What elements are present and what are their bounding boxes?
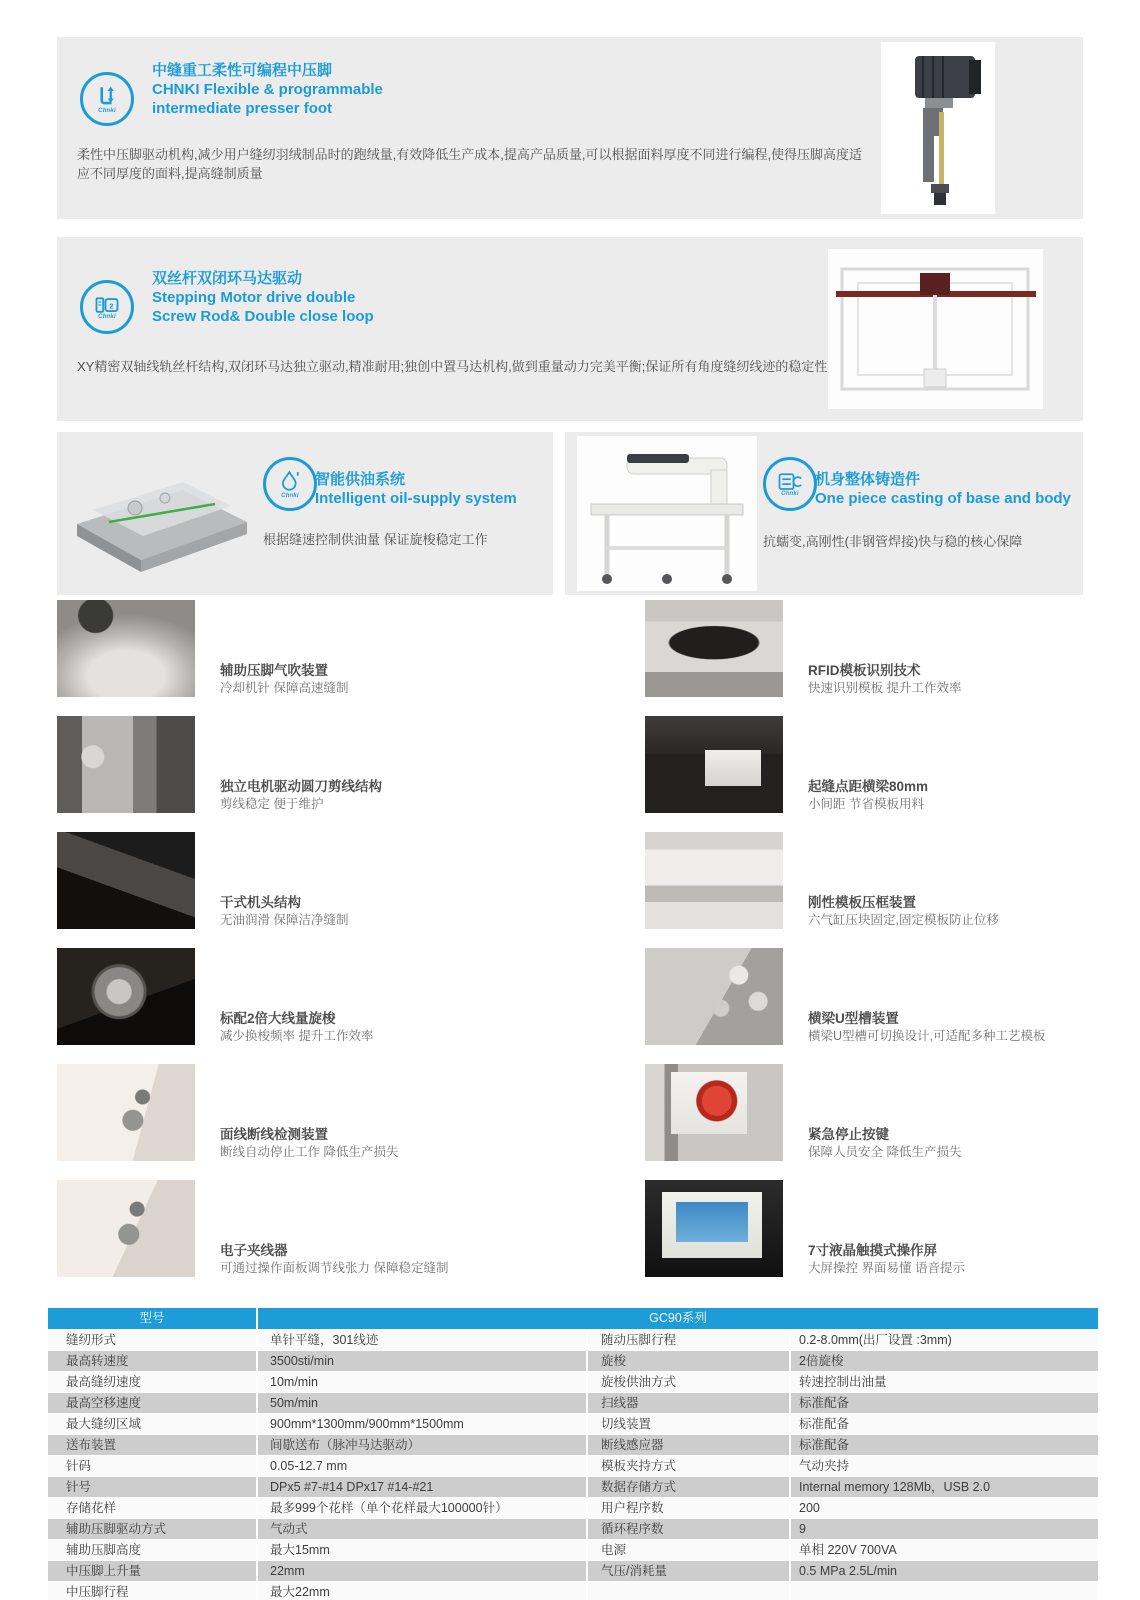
spec-label: 最高空移速度 (48, 1393, 258, 1413)
feature-title: 横梁U型槽装置 (808, 1011, 899, 1026)
spec-value: 22mm (258, 1561, 588, 1581)
feature-item (645, 1180, 1105, 1277)
spec-row (48, 1582, 1098, 1600)
spec-row (48, 1561, 1098, 1581)
feature-photo-electronic-tension (57, 1180, 195, 1277)
spec-row (48, 1414, 1098, 1434)
spec-value: 200 (791, 1498, 1098, 1518)
spec-value: 900mm*1300mm/900mm*1500mm (258, 1414, 588, 1434)
feature-item (645, 716, 1105, 813)
icon-brand-text: Chnki (281, 493, 299, 499)
feature-item (57, 948, 587, 1045)
spec-label: 扫线器 (588, 1393, 791, 1413)
section-title-en: Intelligent oil-supply system (315, 490, 517, 507)
spec-label: 气压/消耗量 (588, 1561, 791, 1581)
spec-label: 电源 (588, 1540, 791, 1560)
spec-value: 50m/min (258, 1393, 588, 1413)
feature-subtitle: 六气缸压块固定,固定模板防止位移 (808, 913, 999, 927)
spec-table-header (48, 1308, 1098, 1329)
section-title-zh: 机身整体铸造件 (815, 471, 921, 488)
feature-subtitle: 横梁U型槽可切换设计,可适配多种工艺模板 (808, 1029, 1046, 1043)
spec-value: 9 (791, 1519, 1098, 1539)
svg-text:2: 2 (109, 301, 114, 311)
feature-title: 干式机头结构 (220, 895, 301, 910)
spec-value: 0.05-12.7 mm (258, 1456, 588, 1476)
casting-icon (763, 457, 817, 511)
spec-value: 最大15mm (258, 1540, 588, 1560)
spec-value: 10m/min (258, 1372, 588, 1392)
feature-item (645, 600, 1105, 697)
spec-value: 2倍旋梭 (791, 1351, 1098, 1371)
motor-glyph (92, 294, 122, 316)
section-oil-supply (57, 432, 553, 595)
feature-photo-beam-distance (645, 716, 783, 813)
spec-row (48, 1351, 1098, 1371)
presser-foot-glyph (92, 84, 122, 110)
spec-label: 模板夹持方式 (588, 1456, 791, 1476)
feature-item (57, 1064, 587, 1161)
feature-subtitle: 冷却机针 保障高速缝制 (220, 681, 349, 695)
spec-label: 辅助压脚高度 (48, 1540, 258, 1560)
section-title-en: intermediate presser foot (152, 100, 333, 117)
spec-table-header-model: 型号 (48, 1308, 258, 1329)
section-title-zh: 中缝重工柔性可编程中压脚 (152, 62, 333, 79)
feature-photo-hook (57, 948, 195, 1045)
section-title-en: CHNKI Flexible & programmable (152, 81, 383, 98)
spec-table (48, 1308, 1098, 1600)
feature-title: 刚性模板压框装置 (808, 895, 916, 910)
icon-brand-text: Chnki (98, 108, 116, 114)
feature-subtitle: 剪线稳定 便于维护 (220, 797, 324, 811)
feature-item (57, 832, 587, 929)
spec-value: 标准配备 (791, 1414, 1098, 1434)
spec-label: 用户程序数 (588, 1498, 791, 1518)
oil-drop-icon (263, 457, 317, 511)
section-stepping-motor (57, 237, 1083, 421)
spec-label: 旋梭供油方式 (588, 1372, 791, 1392)
icon-brand-text: Chnki (98, 314, 116, 320)
spec-value: 0.5 MPa 2.5L/min (791, 1561, 1098, 1581)
spec-value: 单针平缝，301线迹 (258, 1330, 588, 1350)
spec-label: 缝纫形式 (48, 1330, 258, 1350)
spec-label: 旋梭 (588, 1351, 791, 1371)
feature-photo-u-groove-beam (645, 948, 783, 1045)
presser-foot-icon (80, 72, 134, 126)
spec-value: 标准配备 (791, 1393, 1098, 1413)
feature-subtitle: 保障人员安全 降低生产损失 (808, 1145, 962, 1159)
spec-label: 断线感应器 (588, 1435, 791, 1455)
spec-label: 辅助压脚驱动方式 (48, 1519, 258, 1539)
feature-item (645, 1064, 1105, 1161)
feature-item (57, 716, 587, 813)
spec-row (48, 1540, 1098, 1560)
feature-title: 标配2倍大线量旋梭 (220, 1011, 336, 1026)
section-title-zh: 智能供油系统 (315, 471, 406, 488)
oil-drop-glyph (278, 469, 302, 495)
feature-photo-template-clamp-frame (645, 832, 783, 929)
section-body: 根据缝速控制供油量 保证旋梭稳定工作 (263, 532, 488, 547)
spec-value: 标准配备 (791, 1435, 1098, 1455)
section-body: XY精密双轴线轨丝杆结构,双闭环马达独立驱动,精准耐用;独创中置马达机构,做到重量动力完美平衡;保证所有角度缝纫线迹的稳定性 (77, 359, 828, 374)
spec-label: 中压脚行程 (48, 1582, 258, 1600)
spec-row (48, 1477, 1098, 1497)
spec-label: 针码 (48, 1456, 258, 1476)
feature-title: 独立电机驱动圆刀剪线结构 (220, 779, 382, 794)
spec-row (48, 1456, 1098, 1476)
feature-subtitle: 小间距 节省模板用料 (808, 797, 924, 811)
feature-item (645, 832, 1105, 929)
spec-label: 最高转速度 (48, 1351, 258, 1371)
feature-title: 电子夹线器 (220, 1243, 288, 1258)
feature-subtitle: 无油润滑 保障洁净缝制 (220, 913, 349, 927)
spec-label: 中压脚上升量 (48, 1561, 258, 1581)
feature-title: 面线断线检测装置 (220, 1127, 328, 1142)
feature-title: 7寸液晶触摸式操作屏 (808, 1243, 938, 1258)
spec-table-header-series: GC90系列 (649, 1311, 707, 1325)
spec-label (588, 1582, 791, 1600)
spec-row (48, 1393, 1098, 1413)
feature-item (57, 1180, 587, 1277)
spec-value: Internal memory 128Mb，USB 2.0 (791, 1477, 1098, 1497)
spec-value: 间歇送布（脉冲马达驱动） (258, 1435, 588, 1455)
feature-title: 辅助压脚气吹装置 (220, 663, 328, 678)
feature-item (57, 600, 587, 697)
feature-subtitle: 断线自动停止工作 降低生产损失 (220, 1145, 399, 1159)
feature-subtitle: 大屏操控 界面易懂 语音提示 (808, 1261, 965, 1275)
feature-photo-rfid (645, 600, 783, 697)
section-body: 柔性中压脚驱动机构,减少用户缝纫羽绒制品时的跑绒量,有效降低生产成本,提高产品质量,可以根据面料厚度不同进行编程,使得压脚高度适应不同厚度的面料,提高缝制质量 (77, 147, 863, 181)
feature-subtitle: 快速识别模板 提升工作效率 (808, 681, 962, 695)
spec-row (48, 1519, 1098, 1539)
spec-value: 气动夹持 (791, 1456, 1098, 1476)
spec-label: 最大缝纫区域 (48, 1414, 258, 1434)
spec-label: 数据存储方式 (588, 1477, 791, 1497)
spec-label: 循环程序数 (588, 1519, 791, 1539)
spec-label: 送布装置 (48, 1435, 258, 1455)
casting-glyph (776, 471, 804, 493)
spec-label: 随动压脚行程 (588, 1330, 791, 1350)
feature-column-right (645, 600, 1105, 1296)
product-image-machine (577, 436, 757, 596)
feature-photo-dry-head (57, 832, 195, 929)
spec-label: 切线装置 (588, 1414, 791, 1434)
product-image-presser-foot-motor (863, 42, 1013, 219)
feature-photo-air-blow (57, 600, 195, 697)
spec-row (48, 1498, 1098, 1518)
section-title-en: Stepping Motor drive double (152, 289, 356, 306)
icon-brand-text: Chnki (781, 491, 799, 497)
spec-value: 转速控制出油量 (791, 1372, 1098, 1392)
spec-value: 3500sti/min (258, 1351, 588, 1371)
feature-photo-trimmer-motor (57, 716, 195, 813)
section-title-en: Screw Rod& Double close loop (152, 308, 374, 325)
product-image-oil-system (65, 448, 255, 585)
spec-value: 最多999个花样（单个花样最大100000针） (258, 1498, 588, 1518)
feature-title: 紧急停止按键 (808, 1127, 889, 1142)
spec-label: 存储花样 (48, 1498, 258, 1518)
spec-value: 最大22mm (258, 1582, 588, 1600)
feature-title: 起缝点距横梁80mm (808, 779, 929, 794)
spec-row (48, 1435, 1098, 1455)
spec-row (48, 1330, 1098, 1350)
feature-photo-thread-break-detector (57, 1064, 195, 1161)
spec-value: DPx5 #7-#14 DPx17 #14-#21 (258, 1477, 588, 1497)
spec-row (48, 1372, 1098, 1392)
feature-photo-emergency-stop (645, 1064, 783, 1161)
feature-subtitle: 可通过操作面板调节线张力 保障稳定缝制 (220, 1261, 449, 1275)
feature-photo-touch-screen (645, 1180, 783, 1277)
section-one-piece-casting (565, 432, 1083, 595)
spec-value (791, 1582, 1098, 1600)
spec-label: 最高缝纫速度 (48, 1372, 258, 1392)
section-presser-foot (57, 37, 1083, 219)
feature-column-left (57, 600, 587, 1296)
spec-label: 针号 (48, 1477, 258, 1497)
spec-value: 气动式 (258, 1519, 588, 1539)
section-title-zh: 双丝杆双闭环马达驱动 (152, 270, 303, 287)
product-image-screw-frame (828, 249, 1043, 414)
section-title-en: One piece casting of base and body (815, 490, 1071, 507)
section-body: 抗蠕变,高刚性(非钢管焊接)快与稳的核心保障 (763, 534, 1023, 549)
feature-title: RFID模板识别技术 (808, 663, 921, 678)
feature-item (645, 948, 1105, 1045)
feature-subtitle: 减少换梭频率 提升工作效率 (220, 1029, 374, 1043)
stepping-motor-icon (80, 280, 134, 334)
spec-value: 单相 220V 700VA (791, 1540, 1098, 1560)
spec-value: 0.2-8.0mm(出厂设置 :3mm) (791, 1330, 1098, 1350)
